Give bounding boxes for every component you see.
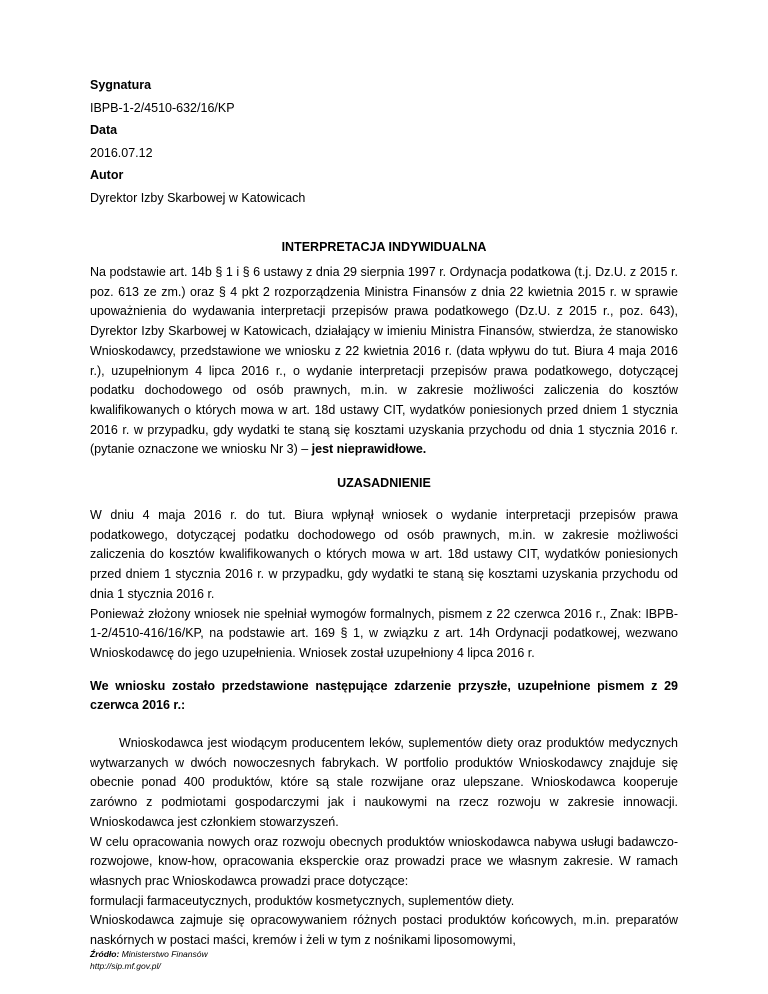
page-footer [90, 948, 208, 972]
author-label: Autor [90, 168, 124, 182]
intro-verdict: jest nieprawidłowe. [311, 442, 427, 457]
intro-paragraph [90, 263, 678, 460]
body-paragraph-1: Wnioskodawca jest wiodącym producentem leków, suplementów diety oraz produktów medycznych wytwarzanych w dwóch nowoczesnych fabrykach. W portfolio produktów Wnioskodawcy znajduje się obecnie ponad 400 produktów, które są stale rozwijane oraz ulepszane. Wnioskodawca kooperuje zarówno z podmiotami gospodarczymi jak i naukowymi na rzecz rozwoju w zakresie innowacji. Wnioskodawca jest członkiem stowarzyszeń. [90, 736, 678, 829]
uzasadnienie-paragraph-2: Ponieważ złożony wniosek nie spełniał wymogów formalnych, pismem z 22 czerwca 2016 r., Znak: IBPB-1-2/4510-416/16/KP, na podstawie art. 169 § 1, w związku z art. 14h Ordynacji podatkowej, wezwano Wnioskodawcę do jego uzupełnienia. Wniosek został uzupełniony 4 lipca 2016 r. [90, 606, 678, 660]
sygnatura-value: IBPB-1-2/4510-632/16/KP [90, 100, 235, 115]
document-title: INTERPRETACJA INDYWIDUALNA [281, 240, 487, 254]
source-value: Ministerstwo Finansów [119, 949, 208, 959]
date-value: 2016.07.12 [90, 145, 153, 160]
section-subheading: We wniosku zostało przedstawione następujące zdarzenie przyszłe, uzupełnione pismem z 29 czerwca 2016 r.: [90, 678, 678, 713]
document-metadata [90, 74, 678, 209]
uzasadnienie-paragraph-1: W dniu 4 maja 2016 r. do tut. Biura wpłynął wniosek o wydanie interpretacji przepisów prawa podatkowego, dotyczącej podatku dochodowego od osób prawnych, m.in. w zakresie możliwości zaliczenia do kosztów kwalifikowanych o których mowa w art. 18d ustawy CIT, wydatków poniesionych przed dniem 1 stycznia 2016 r. w przypadku, gdy wydatki te staną się kosztami uzyskania przychodu od dnia 1 stycznia 2016 r. [90, 508, 678, 601]
source-url[interactable]: http://sip.mf.gov.pl/ [90, 961, 161, 971]
source-label: Źródło: [90, 949, 120, 959]
body-paragraph-4: Wnioskodawca zajmuje się opracowywaniem różnych postaci produktów końcowych, m.in. preparatów naskórnych w postaci maści, kremów i żeli w tym z nośnikami liposomowymi, [90, 913, 678, 948]
body-paragraph-3: formulacji farmaceutycznych, produktów kosmetycznych, suplementów diety. [90, 893, 515, 908]
sygnatura-label: Sygnatura [90, 78, 152, 92]
intro-text: Na podstawie art. 14b § 1 i § 6 ustawy z dnia 29 sierpnia 1997 r. Ordynacja podatkowa (t.j. Dz.U. z 2015 r. poz. 613 ze zm.) oraz § 4 pkt 2 rozporządzenia Ministra Finansów z dnia 22 kwietnia 2015 r. w sprawie upoważnienia do wydawania interpretacji przepisów prawa podatkowego (Dz.U. z 2015 r., poz. 643), Dyrektor Izby Skarbowej w Katowicach, działający w imieniu Ministra Finansów, stwierdza, że stanowisko Wnioskodawcy, przedstawione we wniosku z 22 kwietnia 2016 r. (data wpływu do tut. Biura 4 maja 2016 r.), uzupełnionym 4 lipca 2016 r., o wydanie interpretacji przepisów prawa podatkowego, dotyczącej podatku dochodowego od osób prawnych, m.in. w zakresie możliwości zaliczenia do kosztów kwalifikowanych o których mowa w art. 18d ustawy CIT, wydatków poniesionych przed dniem 1 stycznia 2016 r. w przypadku, gdy wydatki te staną się kosztami uzyskania przychodu od dnia 1 stycznia 2016 r. (pytanie oznaczone we wniosku Nr 3) – [90, 265, 678, 457]
source-line [90, 948, 208, 960]
uzasadnienie-heading: UZASADNIENIE [337, 476, 431, 491]
body-paragraph-2: W celu opracowania nowych oraz rozwoju obecnych produktów wnioskodawca nabywa usługi badawczo-rozwojowe, know-how, opracowania eksperckie oraz prowadzi prace we własnym zakresie. W ramach własnych prac Wnioskodawca prowadzi prace dotyczące: [90, 834, 678, 888]
author-value: Dyrektor Izby Skarbowej w Katowicach [90, 190, 306, 205]
date-label: Data [90, 123, 118, 137]
